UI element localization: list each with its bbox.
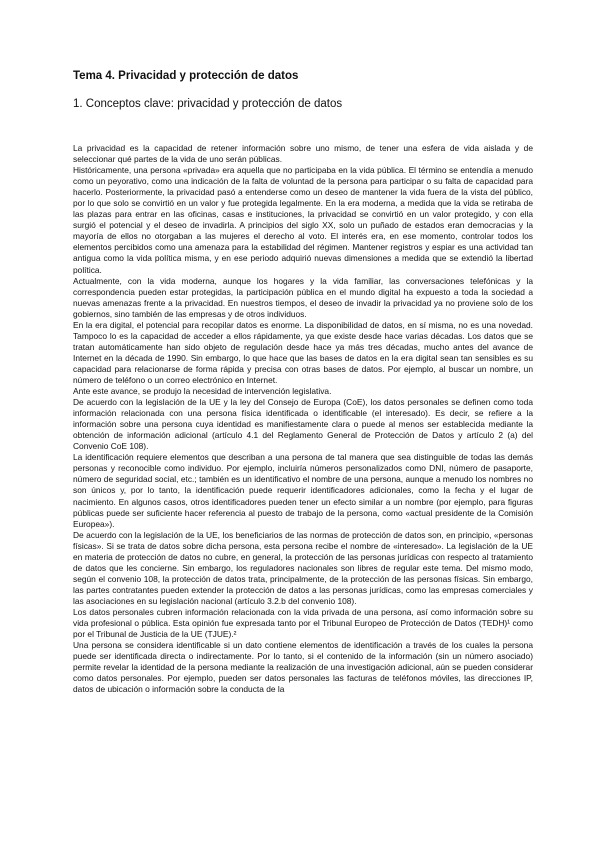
paragraph: Históricamente, una persona «privada» era aquella que no participaba en la vida pública. El término se entendía a menudo como un peyorativo, como una indicación de la falta de voluntad de la persona para participar o su falta de capacidad para hacerlo. Posteriormente, la privacidad pasó a entenderse como un deseo de mantener la vida fuera de la vista del público, por lo que solo se convirtió en un valor y fue protegida legalmente. En la era moderna, a medida que la vida se retiraba de las plazas para entrar en las oficinas, casas e instituciones, la privacidad se convirtió en un valor protegido, y con ella surgió el potencial y el deseo de invadirla. A principios del siglo XX, solo un puñado de estados eran democracias y la mayoría de ellos no otorgaban a las mujeres el derecho al voto. El interés era, en ese momento, controlar todos los elementos percibidos como una amenaza para la estabilidad del régimen. Mantener registros y espiar es una actividad tan antigua como la vida política misma, y en ese periodo adquirió nuevas dimensiones a medida que se extendió la libertad política. [73, 165, 533, 275]
document-body [73, 143, 533, 695]
paragraph: Los datos personales cubren información relacionada con la vida privada de una persona, así como información sobre su vida profesional o pública. Esta opinión fue expresada tanto por el Tribunal Europeo de Protección de Datos (TEDH)¹ como por el Tribunal de Justicia de la UE (TJUE).² [73, 606, 533, 640]
paragraph: Una persona se considera identificable si un dato contiene elementos de identificación a través de los cuales la persona puede ser identificada directa o indirectamente. Por lo tanto, si el contenido de la información (sin un número asociado) permite revelar la identidad de la persona mediante la realización de una investigación adicional, aún se pueden considerar como datos personales. Por ejemplo, pueden ser datos personales las facturas de teléfonos móviles, las direcciones IP, datos de ubicación o información sobre la conducta de la [73, 640, 533, 695]
paragraph: La privacidad es la capacidad de retener información sobre uno mismo, de tener una esfera de vida aislada y de seleccionar qué partes de la vida de uno serán públicas. [73, 143, 533, 165]
paragraph: De acuerdo con la legislación de la UE, los beneficiarios de las normas de protección de datos son, en principio, «personas físicas». Si se trata de datos sobre dicha persona, esta persona recibe el nombre de «interesado». La legislación de la UE en materia de protección de datos no cubre, en general, la protección de las personas jurídicas con respecto al tratamiento de datos que les concierne. Sin embargo, los reguladores nacionales son libres de regular este tema. Del mismo modo, según el convenio 108, la protección de datos trata, principalmente, de la protección de las personas físicas. Sin embargo, las partes contratantes pueden extender la protección de datos a las personas jurídicas, como las empresas comerciales y las asociaciones en su legislación nacional (artículo 3.2.b del convenio 108). [73, 529, 533, 606]
paragraph: La identificación requiere elementos que describan a una persona de tal manera que sea distinguible de todas las demás personas y reconocible como individuo. Por ejemplo, incluiría números personalizados como DNI, número de pasaporte, número de seguridad social, etc.; también es un identificativo el nombre de una persona, aunque a menudo los nombres no son únicos y, por lo tanto, la identificación puede requerir identificadores adicionales, como la fecha y el lugar de nacimiento. En algunos casos, otros identificadores pueden tener un efecto similar a un nombre (por ejemplo, para figuras públicas puede ser suficiente hacer referencia al puesto de trabajo de la persona, como «actual presidente de la Comisión Europea»). [73, 452, 533, 529]
paragraph: Actualmente, con la vida moderna, aunque los hogares y la vida familiar, las conversaciones telefónicas y la correspondencia pueden estar protegidas, la participación pública en el mundo digital ha expuesto a toda la sociedad a nuevas amenazas frente a la privacidad. En nuestros tiempos, el deseo de invadir la privacidad ya no proviene solo de los gobiernos, sino también de las empresas y de otros individuos. [73, 275, 533, 319]
paragraph: De acuerdo con la legislación de la UE y la ley del Consejo de Europa (CoE), los datos personales se definen como toda información relacionada con una persona física identificada o identificable (el interesado). Es decir, se refiere a la información sobre una persona cuya identidad es manifiestamente clara o puede al menos ser establecida mediante la obtención de información adicional (artículo 4.1 del Reglamento General de Protección de Datos y artículo 2 (a) del Convenio CoE 108). [73, 397, 533, 452]
paragraph: En la era digital, el potencial para recopilar datos es enorme. La disponibilidad de datos, en sí misma, no es una novedad. Tampoco lo es la capacidad de acceder a ellos rápidamente, ya que existe desde hace varias décadas. Los datos que se tratan automáticamente han sido objeto de regulación desde hace ya más tres décadas, mucho antes del avance de Internet en la década de 1990. Sin embargo, lo que hace que las bases de datos en la era digital sean tan sensibles es su capacidad para relacionarse de forma rápida y precisa con otras bases de datos. Por ejemplo, al buscar un nombre, un número de teléfono o un correo electrónico en Internet. [73, 319, 533, 385]
document-title: Tema 4. Privacidad y protección de datos [73, 70, 299, 82]
paragraph: Ante este avance, se produjo la necesidad de intervención legislativa. [73, 386, 332, 397]
section-heading: 1. Conceptos clave: privacidad y protección de datos [73, 98, 343, 110]
